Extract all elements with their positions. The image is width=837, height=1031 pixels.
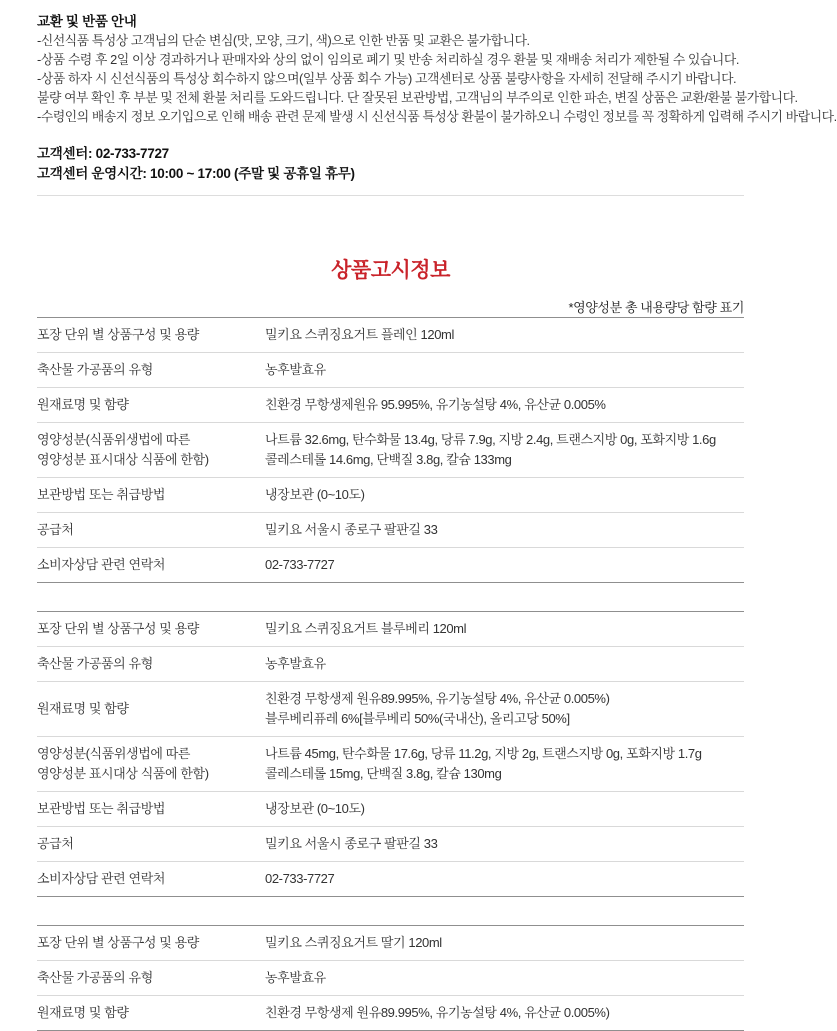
spec-label-line: 원재료명 및 함량 bbox=[37, 1005, 129, 1020]
spec-row-value bbox=[265, 1003, 744, 1023]
spec-row-label bbox=[37, 968, 265, 988]
spec-value-line: 밀키요 스퀴징요거트 블루베리 120ml bbox=[265, 621, 467, 636]
spec-row-value bbox=[265, 619, 744, 639]
product-spec-table bbox=[37, 611, 744, 897]
spec-value-line: 친환경 무항생제 원유89.995%, 유기농설탕 4%, 유산균 0.005%) bbox=[265, 691, 610, 706]
spec-value-line: 냉장보관 (0~10도) bbox=[265, 487, 365, 502]
spec-label-line: 축산물 가공품의 유형 bbox=[37, 970, 153, 985]
spec-value-line: 밀키요 스퀴징요거트 플레인 120ml bbox=[265, 327, 454, 342]
spec-value-line: 친환경 무항생제원유 95.995%, 유기농설탕 4%, 유산균 0.005% bbox=[265, 397, 606, 412]
spec-row-label bbox=[37, 325, 265, 345]
return-exchange-notice bbox=[37, 12, 837, 126]
spec-value-line: 02-733-7727 bbox=[265, 871, 335, 886]
spec-row-value bbox=[265, 689, 744, 729]
spec-row-value bbox=[265, 555, 744, 575]
spec-label-line: 원재료명 및 함량 bbox=[37, 397, 129, 412]
spec-row-label bbox=[37, 619, 265, 639]
spec-label-line: 영양성분(식품위생법에 따른 bbox=[37, 432, 191, 447]
spec-row bbox=[37, 792, 744, 827]
notice-line: 불량 여부 확인 후 부분 및 전체 환불 처리를 도와드립니다. 단 잘못된 보관방법, 고객님의 부주의로 인한 파손, 변질 상품은 교환/환불 불가합니다. bbox=[37, 90, 798, 105]
section-divider bbox=[37, 195, 744, 196]
spec-value-line: 농후발효유 bbox=[265, 362, 326, 377]
spec-row bbox=[37, 862, 744, 897]
spec-row-value bbox=[265, 360, 744, 380]
spec-label-line: 축산물 가공품의 유형 bbox=[37, 362, 153, 377]
spec-label-line: 포장 단위 별 상품구성 및 용량 bbox=[37, 621, 199, 636]
product-spec-table bbox=[37, 317, 744, 583]
spec-row bbox=[37, 737, 744, 792]
spec-row-value bbox=[265, 744, 744, 784]
spec-label-line: 공급처 bbox=[37, 522, 74, 537]
spec-row-label bbox=[37, 360, 265, 380]
return-exchange-notice-title: 교환 및 반품 안내 bbox=[37, 14, 137, 29]
spec-row bbox=[37, 478, 744, 513]
spec-value-line: 밀키요 서울시 종로구 팔판길 33 bbox=[265, 836, 438, 851]
spec-row bbox=[37, 647, 744, 682]
product-notice-title: 상품고시정보 bbox=[331, 259, 450, 282]
spec-row bbox=[37, 961, 744, 996]
spec-label-line: 소비자상담 관련 연락처 bbox=[37, 871, 166, 886]
spec-row-label bbox=[37, 555, 265, 575]
spec-row bbox=[37, 548, 744, 583]
spec-row bbox=[37, 388, 744, 423]
spec-row-label bbox=[37, 395, 265, 415]
spec-value-line: 콜레스테롤 15mg, 단백질 3.8g, 칼슘 130mg bbox=[265, 766, 502, 781]
spec-row bbox=[37, 682, 744, 737]
spec-value-line: 나트륨 45mg, 탄수화물 17.6g, 당류 11.2g, 지방 2g, 트랜스지방 0g, 포화지방 1.7g bbox=[265, 746, 702, 761]
spec-label-line: 축산물 가공품의 유형 bbox=[37, 656, 153, 671]
spec-value-line: 친환경 무항생제 원유89.995%, 유기농설탕 4%, 유산균 0.005%) bbox=[265, 1005, 610, 1020]
spec-row-value bbox=[265, 485, 744, 505]
spec-value-line: 농후발효유 bbox=[265, 970, 326, 985]
spec-row-value bbox=[265, 968, 744, 988]
spec-value-line: 콜레스테롤 14.6mg, 단백질 3.8g, 칼슘 133mg bbox=[265, 452, 512, 467]
spec-row bbox=[37, 423, 744, 478]
customer-center-phone: 고객센터: 02-733-7727 bbox=[37, 146, 169, 161]
spec-row-value bbox=[265, 520, 744, 540]
spec-row bbox=[37, 353, 744, 388]
spec-label-line: 영양성분(식품위생법에 따른 bbox=[37, 746, 191, 761]
spec-row-label bbox=[37, 520, 265, 540]
spec-label-line: 보관방법 또는 취급방법 bbox=[37, 801, 166, 816]
spec-row-label bbox=[37, 744, 265, 784]
spec-row-label bbox=[37, 699, 265, 719]
spec-row bbox=[37, 513, 744, 548]
spec-label-line: 영양성분 표시대상 식품에 한함) bbox=[37, 452, 209, 467]
notice-line: -수령인의 배송지 정보 오기입으로 인해 배송 관련 문제 발생 시 신선식품 특성상 환불이 불가하오니 수령인 정보를 꼭 정확하게 입력해 주시기 바랍니다. bbox=[37, 109, 837, 124]
spec-row bbox=[37, 926, 744, 961]
spec-row bbox=[37, 612, 744, 647]
spec-row-label bbox=[37, 869, 265, 889]
spec-row-value bbox=[265, 430, 744, 470]
notice-line: -신선식품 특성상 고객님의 단순 변심(맛, 모양, 크기, 색)으로 인한 반품 및 교환은 불가합니다. bbox=[37, 33, 530, 48]
spec-label-line: 보관방법 또는 취급방법 bbox=[37, 487, 166, 502]
spec-value-line: 밀키요 스퀴징요거트 딸기 120ml bbox=[265, 935, 442, 950]
spec-row-label bbox=[37, 430, 265, 470]
spec-row-value bbox=[265, 933, 744, 953]
nutrition-note: *영양성분 총 내용량당 함량 표기 bbox=[568, 300, 744, 315]
spec-value-line: 나트륨 32.6mg, 탄수화물 13.4g, 당류 7.9g, 지방 2.4g, 트랜스지방 0g, 포화지방 1.6g bbox=[265, 432, 716, 447]
notice-line: -상품 수령 후 2일 이상 경과하거나 판매자와 상의 없이 임의로 폐기 및 반송 처리하실 경우 환불 및 재배송 처리가 제한될 수 있습니다. bbox=[37, 52, 740, 67]
spec-value-line: 냉장보관 (0~10도) bbox=[265, 801, 365, 816]
spec-value-line: 02-733-7727 bbox=[265, 557, 335, 572]
spec-row-value bbox=[265, 834, 744, 854]
spec-row bbox=[37, 996, 744, 1031]
spec-label-line: 포장 단위 별 상품구성 및 용량 bbox=[37, 327, 199, 342]
spec-row-label bbox=[37, 654, 265, 674]
spec-row-value bbox=[265, 395, 744, 415]
spec-label-line: 포장 단위 별 상품구성 및 용량 bbox=[37, 935, 199, 950]
spec-row-value bbox=[265, 325, 744, 345]
spec-row-label bbox=[37, 933, 265, 953]
return-exchange-notice-lines bbox=[37, 31, 837, 126]
product-spec-tables bbox=[37, 317, 744, 1031]
spec-row bbox=[37, 827, 744, 862]
spec-label-line: 공급처 bbox=[37, 836, 74, 851]
spec-label-line: 원재료명 및 함량 bbox=[37, 701, 129, 716]
spec-row-value bbox=[265, 799, 744, 819]
spec-value-line: 농후발효유 bbox=[265, 656, 326, 671]
notice-line: -상품 하자 시 신선식품의 특성상 회수하지 않으며(일부 상품 회수 가능) 고객센터로 상품 불량사항을 자세히 전달해 주시기 바랍니다. bbox=[37, 71, 737, 86]
spec-row-label bbox=[37, 485, 265, 505]
spec-row-label bbox=[37, 799, 265, 819]
product-spec-table bbox=[37, 925, 744, 1031]
spec-label-line: 영양성분 표시대상 식품에 한함) bbox=[37, 766, 209, 781]
spec-value-line: 블루베리퓨레 6%[블루베리 50%(국내산), 올리고당 50%] bbox=[265, 711, 570, 726]
spec-row-label bbox=[37, 834, 265, 854]
customer-center-info bbox=[37, 144, 744, 184]
spec-row-value bbox=[265, 654, 744, 674]
spec-row-value bbox=[265, 869, 744, 889]
spec-row-label bbox=[37, 1003, 265, 1023]
spec-label-line: 소비자상담 관련 연락처 bbox=[37, 557, 166, 572]
spec-value-line: 밀키요 서울시 종로구 팔판길 33 bbox=[265, 522, 438, 537]
customer-center-hours: 고객센터 운영시간: 10:00 ~ 17:00 (주말 및 공휴일 휴무) bbox=[37, 166, 355, 181]
spec-row bbox=[37, 318, 744, 353]
